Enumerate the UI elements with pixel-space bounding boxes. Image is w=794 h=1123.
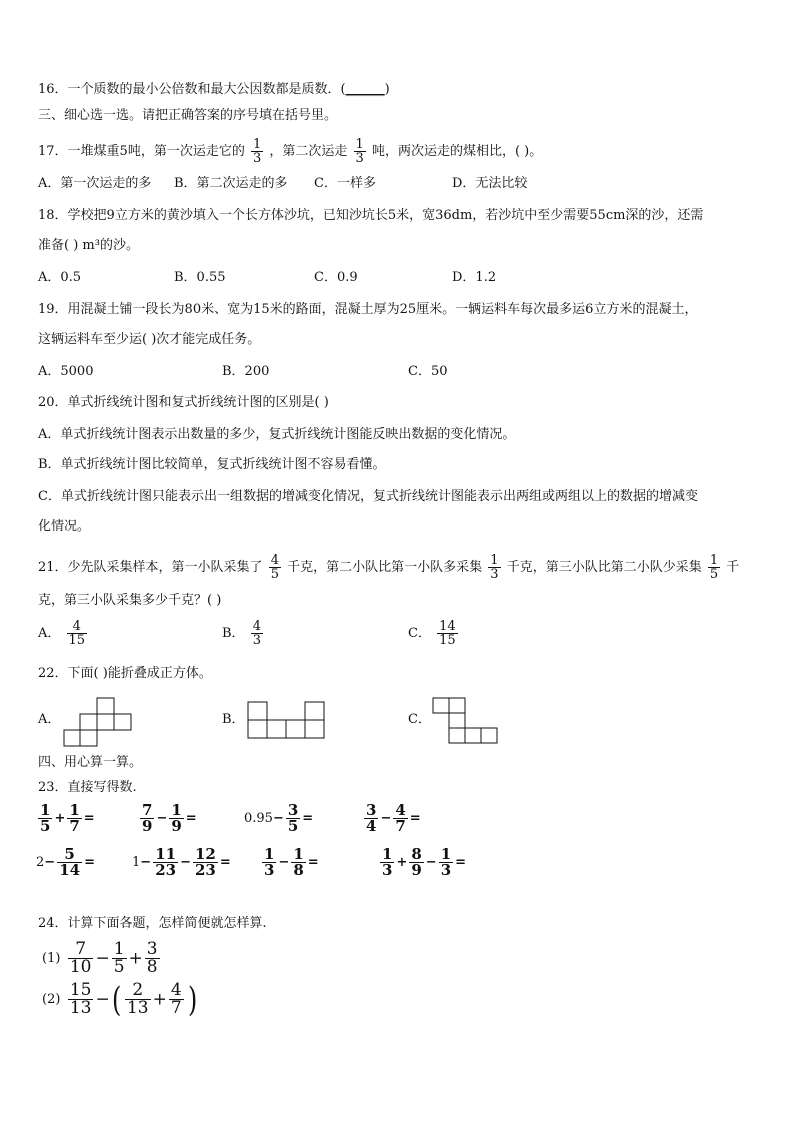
denominator: 5 xyxy=(287,817,299,835)
denominator: 15 xyxy=(439,633,456,648)
q22-option-a-label[interactable]: A． xyxy=(38,712,61,727)
net-cell xyxy=(248,702,267,720)
q17-text-c: 吨，两次运走的煤相比，( )。 xyxy=(371,144,543,159)
q23-expression-4 xyxy=(362,803,421,834)
denominator: 9 xyxy=(411,861,422,879)
question-21-line-2: 克，第三小队采集多少千克？( ) xyxy=(38,593,222,608)
operator: − xyxy=(180,855,191,870)
q21-text-b: 千克，第二小队比第一小队多采集 xyxy=(287,560,483,575)
numerator: 11 xyxy=(155,845,177,863)
net-cell xyxy=(286,720,305,738)
question-17 xyxy=(38,138,542,165)
net-cell xyxy=(449,698,465,713)
net-cell xyxy=(305,720,324,738)
denominator: 3 xyxy=(490,567,499,582)
denominator: 3 xyxy=(440,861,452,879)
q21-text-d: 千 xyxy=(726,560,740,575)
denominator: 5 xyxy=(709,567,719,582)
problem-label: (2) xyxy=(42,992,61,1007)
q17-fraction-1 xyxy=(251,138,263,165)
numerator: 1 xyxy=(490,553,499,568)
numerator: 4 xyxy=(72,619,81,634)
q21-option-b[interactable] xyxy=(222,620,265,647)
operator: − xyxy=(95,948,110,969)
denominator: 3 xyxy=(355,151,364,166)
numerator: 4 xyxy=(170,980,182,1000)
denominator: 13 xyxy=(126,998,149,1018)
q21-fraction-1 xyxy=(269,554,281,581)
q20-option-c-line-1[interactable]: C．单式折线统计图只能表示出一组数据的增减变化情况，复式折线统计图能表示出两组或两组以上的数据的增减变 xyxy=(38,489,698,504)
denominator: 23 xyxy=(155,861,177,879)
q17-option-c[interactable]: C．一样多 xyxy=(314,176,376,191)
q22-option-b-label[interactable]: B． xyxy=(222,712,245,727)
option-letter: C． xyxy=(408,626,431,641)
equals: = xyxy=(409,811,421,826)
numerator: 7 xyxy=(75,939,87,959)
q17-text-a: 17．一堆煤重5吨，第一次运走它的 xyxy=(38,144,245,159)
denominator: 7 xyxy=(395,817,406,835)
q17-option-a[interactable]: A．第一次运走的多 xyxy=(38,176,152,191)
q22-option-c-label[interactable]: C． xyxy=(408,712,431,727)
net-cell xyxy=(97,714,114,730)
q17-option-b[interactable]: B．第二次运走的多 xyxy=(174,176,288,191)
q23-expression-2 xyxy=(138,803,197,834)
q20-option-b[interactable]: B．单式折线统计图比较简单，复式折线统计图不容易看懂。 xyxy=(38,457,386,472)
q18-option-a[interactable]: A．0.5 xyxy=(38,270,82,285)
q24-problem-1 xyxy=(42,941,162,976)
numerator: 1 xyxy=(264,845,275,863)
numerator: 4 xyxy=(270,553,279,568)
q21-option-b-fraction xyxy=(251,620,263,647)
net-cell xyxy=(248,720,267,738)
question-19-line-2: 这辆运料车至少运( )次才能完成任务。 xyxy=(38,332,261,347)
net-cell xyxy=(305,702,324,720)
q21-option-c-fraction xyxy=(437,620,458,647)
net-cell xyxy=(267,720,286,738)
net-cell xyxy=(449,713,465,728)
denominator: 7 xyxy=(69,817,80,835)
q23-expression-7 xyxy=(260,847,319,878)
q21-option-a[interactable] xyxy=(38,620,89,647)
denominator: 15 xyxy=(68,633,86,648)
operator: − xyxy=(156,811,168,826)
whole-number: 0.95 xyxy=(244,811,273,826)
numerator: 1 xyxy=(113,939,125,959)
denominator: 13 xyxy=(69,998,92,1018)
q21-fraction-3 xyxy=(708,554,720,581)
operator: + xyxy=(396,855,408,870)
operator: + xyxy=(152,989,167,1010)
denominator: 5 xyxy=(113,957,125,977)
q17-option-d[interactable]: D．无法比较 xyxy=(452,176,528,191)
denominator: 3 xyxy=(382,861,393,879)
equals: = xyxy=(302,811,314,826)
equals: = xyxy=(219,855,231,870)
denominator: 8 xyxy=(293,861,304,879)
q23-expression-8 xyxy=(378,847,466,878)
section-3-heading: 三、细心选一选。请把正确答案的序号填在括号里。 xyxy=(38,108,338,123)
numerator: 14 xyxy=(439,619,456,634)
denominator: 3 xyxy=(252,633,261,648)
numerator: 7 xyxy=(142,801,153,819)
question-21-line-1 xyxy=(38,554,739,581)
q19-option-a[interactable]: A．5000 xyxy=(38,364,94,379)
denominator: 7 xyxy=(170,998,182,1018)
net-cell xyxy=(465,728,481,743)
denominator: 10 xyxy=(69,957,92,977)
numerator: 3 xyxy=(287,801,299,819)
denominator: 14 xyxy=(59,861,81,879)
question-22-stem: 22．下面( )能折叠成正方体。 xyxy=(38,666,212,681)
q18-option-b[interactable]: B．0.55 xyxy=(174,270,226,285)
q23-expression-5 xyxy=(36,847,95,878)
operator: − xyxy=(140,855,152,870)
operator: + xyxy=(54,811,66,826)
q17-text-b: ，第二次运走 xyxy=(269,144,348,159)
q23-expression-1 xyxy=(36,803,95,834)
numerator: 15 xyxy=(69,980,92,1000)
q22-option-a-net[interactable] xyxy=(63,697,135,747)
q16-text: 16．一个质数的最小公倍数和最大公因数都是质数．( xyxy=(38,82,346,97)
operator: − xyxy=(278,855,290,870)
q21-option-a-fraction xyxy=(67,620,88,647)
numerator: 1 xyxy=(69,801,80,819)
denominator: 5 xyxy=(270,567,279,582)
numerator: 1 xyxy=(171,801,182,819)
question-18-line-2: 准备( ) m³的沙。 xyxy=(38,238,139,253)
operator: − xyxy=(44,855,56,870)
numerator: 12 xyxy=(194,845,216,863)
net-cell xyxy=(64,730,81,746)
question-24-stem: 24．计算下面各题，怎样简便就怎样算. xyxy=(38,916,267,931)
numerator: 1 xyxy=(382,845,393,863)
numerator: 8 xyxy=(411,845,422,863)
q22-option-b-net[interactable] xyxy=(247,701,325,739)
operator: − xyxy=(272,811,284,826)
numerator: 1 xyxy=(252,137,262,152)
q23-expression-6 xyxy=(132,847,231,878)
q21-option-c[interactable] xyxy=(408,620,460,647)
q19-option-b[interactable]: B．200 xyxy=(222,364,270,379)
numerator: 4 xyxy=(395,801,406,819)
denominator: 8 xyxy=(146,957,158,977)
q18-option-c[interactable]: C．0.9 xyxy=(314,270,358,285)
numerator: 1 xyxy=(709,553,719,568)
numerator: 4 xyxy=(252,619,261,634)
left-paren: ( xyxy=(111,979,121,1020)
equals: = xyxy=(455,855,467,870)
q20-option-a[interactable]: A．单式折线统计图表示出数量的多少，复式折线统计图能反映出数据的变化情况。 xyxy=(38,427,516,442)
equals: = xyxy=(307,855,319,870)
denominator: 5 xyxy=(40,817,51,835)
q21-fraction-2 xyxy=(488,554,500,581)
q16-close: ) xyxy=(384,82,390,97)
operator: − xyxy=(380,811,392,826)
q20-option-c-line-2[interactable]: 化情况。 xyxy=(38,519,91,534)
option-letter: A． xyxy=(38,626,61,641)
q16-blank[interactable]: ______ xyxy=(345,82,385,97)
question-16 xyxy=(38,82,390,98)
whole-number: 1 xyxy=(132,855,141,870)
net-cell xyxy=(449,728,465,743)
denominator: 4 xyxy=(366,817,377,835)
numerator: 1 xyxy=(293,845,304,863)
equals: = xyxy=(84,855,95,870)
denominator: 3 xyxy=(252,151,262,166)
question-20-stem: 20．单式折线统计图和复式折线统计图的区别是( ) xyxy=(38,395,329,410)
q21-text-a: 21．少先队采集样本，第一小队采集了 xyxy=(38,560,263,575)
operator: − xyxy=(425,855,437,870)
q19-option-c[interactable]: C．50 xyxy=(408,364,448,379)
denominator: 3 xyxy=(264,861,275,879)
question-23-stem: 23．直接写得数. xyxy=(38,780,137,795)
q21-text-c: 千克，第三小队比第二小队少采集 xyxy=(506,560,702,575)
question-18-line-1: 18．学校把9立方米的黄沙填入一个长方体沙坑，已知沙坑长5米，宽36dm，若沙坑中至少需要55cm深的沙，还需 xyxy=(38,208,704,223)
net-cell xyxy=(433,698,449,713)
equals: = xyxy=(185,811,197,826)
net-cell xyxy=(97,698,114,714)
q22-option-c-net[interactable] xyxy=(432,697,498,745)
net-cell xyxy=(481,728,497,743)
right-paren: ) xyxy=(187,979,197,1020)
numerator: 5 xyxy=(64,845,75,863)
option-letter: B． xyxy=(222,626,245,641)
whole-number: 2 xyxy=(36,855,45,870)
q24-problem-2 xyxy=(42,979,199,1020)
numerator: 1 xyxy=(355,137,364,152)
section-4-heading: 四、用心算一算。 xyxy=(38,755,143,770)
q23-expression-3 xyxy=(244,803,313,834)
denominator: 9 xyxy=(171,817,182,835)
operator: + xyxy=(128,948,143,969)
question-19-line-1: 19．用混凝土铺一段长为80米、宽为15米的路面，混凝土厚为25厘米。一辆运料车每次最多运6立方米的混凝土， xyxy=(38,302,698,317)
operator: − xyxy=(95,989,110,1010)
numerator: 1 xyxy=(40,801,51,819)
net-cell xyxy=(80,714,97,730)
net-cell xyxy=(114,714,131,730)
net-cell xyxy=(80,730,97,746)
numerator: 2 xyxy=(132,980,144,1000)
numerator: 3 xyxy=(146,939,158,959)
equals: = xyxy=(83,811,95,826)
denominator: 23 xyxy=(194,861,216,879)
q18-option-d[interactable]: D．1.2 xyxy=(452,270,497,285)
denominator: 9 xyxy=(142,817,153,835)
q17-fraction-2 xyxy=(354,138,366,165)
problem-label: (1) xyxy=(42,951,61,966)
numerator: 1 xyxy=(440,845,452,863)
numerator: 3 xyxy=(366,801,377,819)
